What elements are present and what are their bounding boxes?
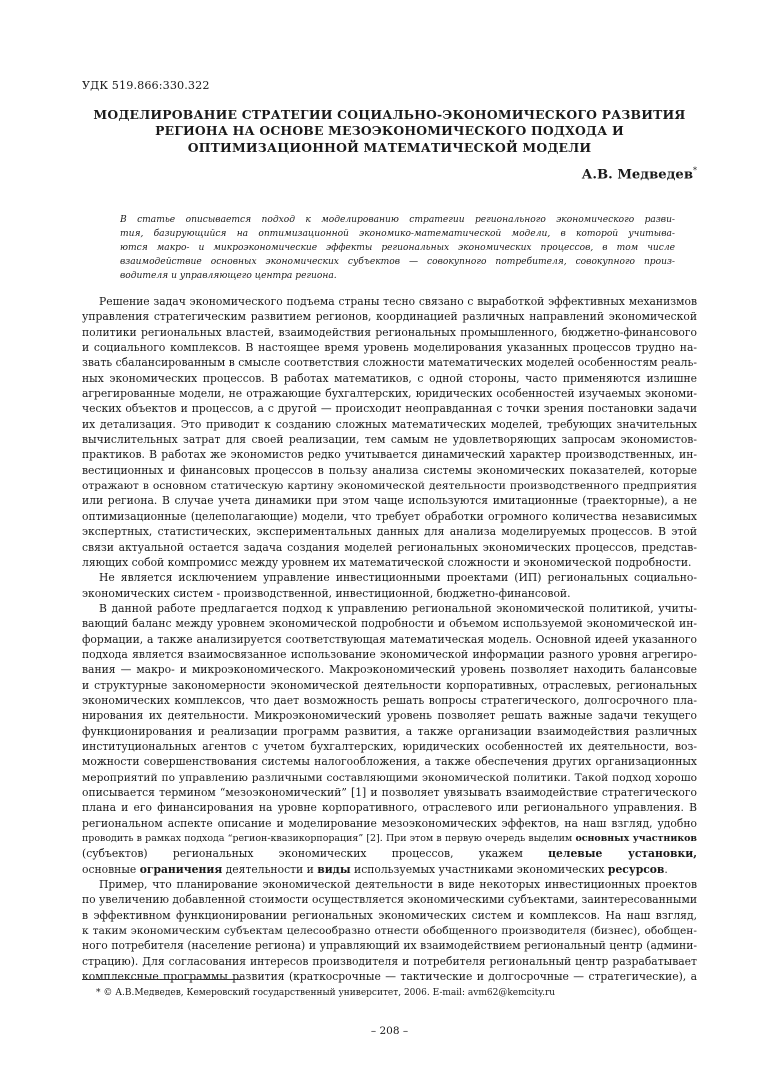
bold-term: основных участников (575, 833, 697, 845)
paragraph-line: и социального комплексов. В настоящее время уровень моделирования указанных процессов трудно на- (82, 341, 697, 355)
title-line: МОДЕЛИРОВАНИЕ СТРАТЕГИИ СОЦИАЛЬНО-ЭКОНОМИЧЕСКОГО РАЗВИТИЯ (93, 107, 686, 122)
paragraph-line: и структурные закономерности экономической деятельности корпоративных, отраслевых, региональных (82, 678, 697, 692)
paragraph-line: вания — макро- и микроэкономического. Макроэкономический уровень позволяет находить балансовые (82, 663, 697, 677)
bold-term: ресурсов (607, 862, 665, 876)
bold-term: ограничения (139, 862, 223, 876)
paragraph-line: экспертных, статистических, экспериментальных данных для анализа моделируемых процессов. В этой (82, 525, 697, 539)
page-number: – 208 – (370, 1025, 409, 1037)
author-footnote-mark: * (693, 166, 697, 175)
paragraph-line: В данной работе предлагается подход к управлению региональной экономической политикой, учиты- (99, 601, 697, 615)
paragraph-line: их детализация. Это приводит к созданию сложных математических моделей, требующих значительных (82, 417, 697, 431)
text-run: деятельности и (222, 862, 318, 876)
paragraph-line (82, 846, 697, 861)
paragraph-line: или региона. В случае учета динамики при этом чаще используются имитационные (траекторные), а не (82, 494, 697, 508)
paragraph-line: Решение задач экономического подъема страны тесно связано с выработкой эффективных механизмов (99, 295, 697, 308)
paragraph-line: региональном аспекте описание и моделирование мезоэкономических эффектов, на наш взгляд, удобно (82, 816, 697, 830)
paragraph-line: страцию). Для согласования интересов производителя и потребителя региональный центр разрабатывает (82, 954, 697, 968)
paragraph-line: ных экономических процессов. В работах математиков, с одной стороны, часто применяются излишне (82, 371, 697, 385)
paragraph-line: практиков. В работах же экономистов редко учитывается динамический характер производственных, ин- (82, 448, 697, 462)
paragraph-line: комплексные программы развития (краткосрочные — тактические и долгосрочные — стратегические), а (82, 970, 697, 984)
paragraph-line: можности совершенствования системы налогообложения, а также обеспечения других организационных (82, 755, 697, 769)
article-title (82, 107, 697, 156)
title-line: ОПТИМИЗАЦИОННОЙ МАТЕМАТИЧЕСКОЙ МОДЕЛИ (187, 139, 592, 155)
text-run: . (664, 862, 668, 876)
paragraph-line: подхода является взаимосвязанное использование экономической информации разного уровня агрегиро- (82, 647, 697, 661)
paragraph-line: ного потребителя (население региона) и управляющий их взаимодействием региональный центр (админи- (82, 939, 697, 953)
paragraph-line: агрегированные модели, не отражающие бухгалтерских, юридических особенностей изучаемых экономи- (82, 387, 697, 401)
paragraph-line: управления стратегическим развитием регионов, координацией различных направлений экономической (82, 310, 697, 324)
abstract-line: водителя и управляющего центра региона. (120, 270, 337, 281)
paragraph-line: по увеличению добавленной стоимости осуществляется экономическими субъектами, заинтересованными (82, 893, 697, 907)
abstract-line: тия, базирующийся на оптимизационной экономико-математической модели, в которой учитыва- (120, 228, 675, 239)
udc-code: УДК 519.866:330.322 (82, 79, 210, 92)
text-run: основные (82, 862, 140, 876)
paragraph-line: формации, а также анализируется соответствующая математическая модель. Основной идеей указанного (82, 632, 697, 646)
paragraph-line: мероприятий по управлению различными составляющими экономической политики. Такой подход хорошо (82, 770, 697, 784)
paragraph-line: институциональных агентов с учетом бухгалтерских, юридических особенностей их деятельности, воз- (82, 739, 697, 753)
paragraph-line: ческих объектов и процессов, а с другой — происходит неоправданная с точки зрения постановки задачи (82, 402, 697, 416)
body-text (82, 294, 697, 984)
paragraph-line: вестиционных и финансовых процессов в пользу анализа системы экономических показателей, которые (82, 463, 697, 477)
paragraph-line: связи актуальной остается задача создания моделей региональных экономических процессов, представ- (82, 540, 697, 554)
footnote-rule (82, 979, 242, 980)
abstract-line: ются макро- и микроэкономические эффекты региональных экономических процессов, в том числе (120, 242, 675, 253)
paragraph-line: к таким экономическим субъектам целесообразно отнести обобщенного производителя (бизнес), обобщен- (82, 924, 697, 938)
abstract-line: взаимодействие основных экономических субъектов — совокупного потребителя, совокупного произ- (120, 256, 675, 267)
footnote: * © А.В.Медведев, Кемеровский государственный университет, 2006. E-mail: avm62@kemcity.ru (96, 988, 556, 998)
title-line: РЕГИОНА НА ОСНОВЕ МЕЗОЭКОНОМИЧЕСКОГО ПОДХОДА И (155, 123, 624, 139)
paragraph-line: функционирования и реализации программ развития, а также организации взаимодействия различных (82, 724, 697, 738)
bold-term: целевые установки, (548, 847, 697, 861)
paragraph-line: отражают в основном статическую картину экономической деятельности производственного предприятия (82, 479, 697, 493)
author-name: А.В. Медведев (581, 167, 693, 183)
text-run: проводить в рамках подхода “регион-квазикорпорация” [2]. При этом в первую очередь выделим (82, 833, 573, 845)
text-run: (субъектов) региональных экономических процессов, укажем (82, 847, 549, 861)
paragraph-line: звать сбалансированным в смысле соответствия сложности математических моделей особенностям реаль- (82, 356, 697, 370)
paragraph-line: политики региональных властей, взаимодействия региональных промышленного, бюджетно-финансового (82, 325, 697, 339)
paragraph-line: нирования их деятельности. Микроэкономический уровень позволяет решать важные задачи текущего (82, 709, 697, 723)
abstract (120, 214, 675, 284)
paragraph-line: в эффективном функционировании региональных экономических систем и комплексов. На наш взгляд, (82, 908, 697, 922)
bold-term: виды (317, 862, 351, 876)
author (582, 166, 697, 182)
paragraph-line: описывается термином “мезоэкономический” [1] и позволяет увязывать взаимодействие стратегического (82, 786, 697, 799)
paragraph-line: Не является исключением управление инвестиционными проектами (ИП) региональных социально- (99, 571, 697, 585)
paragraph-line: оптимизационные (целеполагающие) модели, что требует обработки огромного количества независимых (82, 509, 697, 523)
paragraph-line: вычислительных затрат для своей реализации, тем самым не удовлетворяющих запросам экономистов- (82, 433, 697, 447)
paragraph-line: Пример, что планирование экономической деятельности в виде некоторых инвестиционных проектов (99, 878, 697, 892)
abstract-line: В статье описывается подход к моделированию стратегии регионального экономического разви- (120, 215, 675, 225)
paragraph-line (82, 862, 697, 877)
paragraph-line: экономических комплексов, что дает возможность решать вопросы стратегического, долгосрочного пла- (82, 693, 697, 707)
paragraph-line: плана и его финансирования на уровне корпоративного, отраслевого или регионального управления. В (82, 801, 697, 815)
text-run: используемых участниками экономических (350, 862, 608, 876)
paragraph-line: вающий баланс между уровнем экономической подробности и объемом используемой экономической ин- (82, 617, 697, 631)
paragraph-line (82, 831, 697, 846)
paragraph-line: ляющих собой компромисс между уровнем их математической сложности и экономической подробности. (82, 555, 692, 569)
paragraph-line: экономических систем - производственной, инвестиционной, бюджетно-финансовой. (82, 586, 571, 600)
